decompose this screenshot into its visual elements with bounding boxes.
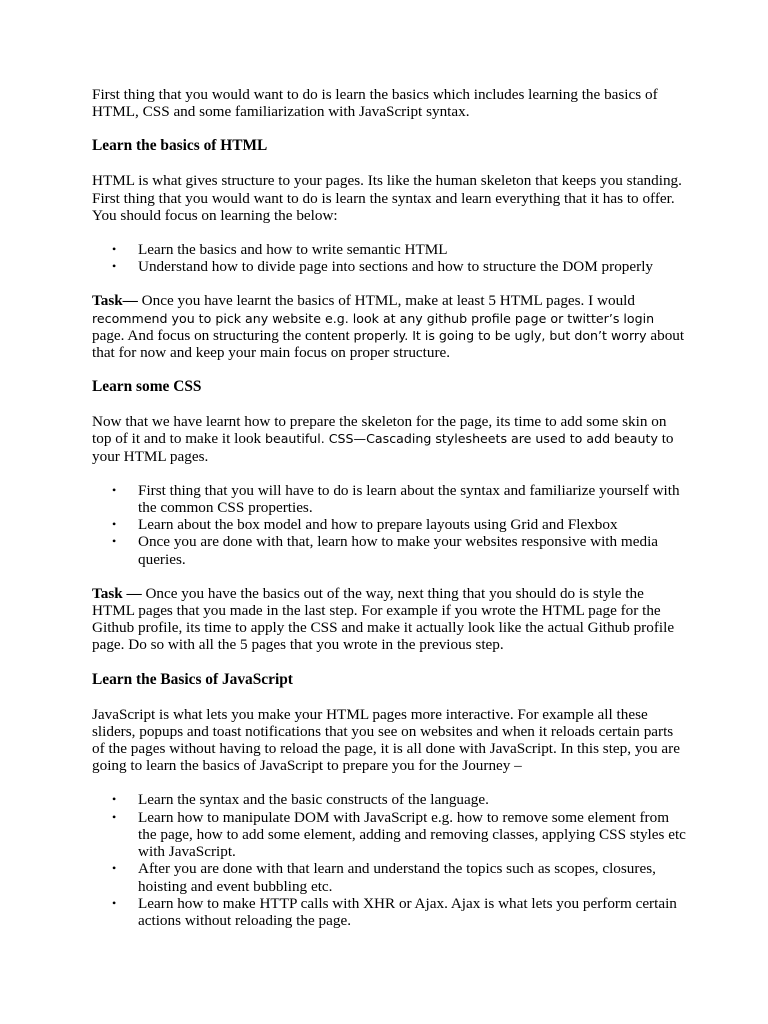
list-item: • Understand how to divide page into sections and how to structure the DOM properly <box>112 258 654 276</box>
list-item: • After you are done with that learn and understand the topics such as scopes, closures, hoisting and event bubbling etc. <box>112 860 656 895</box>
html-section-heading: Learn the basics of HTML <box>92 137 268 155</box>
bullet-icon: • <box>112 895 117 910</box>
bullet-icon: • <box>112 259 117 274</box>
list-item: • Learn how to make HTTP calls with XHR or Ajax. Ajax is what lets you perform certain actions without reloading the page. <box>112 894 677 929</box>
js-section-list <box>92 791 688 929</box>
list-item: • Once you are done with that, learn how to make your websites responsive with media queries. <box>112 533 659 568</box>
bullet-icon: • <box>112 517 117 532</box>
list-item: • Learn about the box model and how to prepare layouts using Grid and Flexbox <box>112 516 618 534</box>
bullet-icon: • <box>112 809 117 824</box>
list-item: • Learn the syntax and the basic constructs of the language. <box>112 791 489 809</box>
bullet-icon: • <box>112 242 117 257</box>
bullet-icon: • <box>112 792 117 807</box>
js-section-heading: Learn the Basics of JavaScript <box>92 670 293 688</box>
html-task-paragraph: Task— Once you have learnt the basics of HTML, make at least 5 HTML pages. I would recommend you to pick any website e.g. look at any github profile page or twitter’s login page. And focus on structuring the content properly. It is going to be ugly, but don’t worry about that for now and keep your main focus on proper structure. <box>92 292 685 362</box>
js-section-paragraph: JavaScript is what lets you make your HTML pages more interactive. For example all these sliders, popups and toast notifications that you see on websites and when it reloads certain parts of the pages without having to reload the page, it is all done with JavaScript. In this step, you are going to learn the basics of JavaScript to prepare you for the Journey – <box>92 705 680 775</box>
list-item: • Learn the basics and how to write semantic HTML <box>112 241 448 259</box>
task-label: Task— <box>92 292 138 310</box>
intro-paragraph: First thing that you would want to do is learn the basics which includes learning the basics of HTML, CSS and some familiarization with JavaScript syntax. <box>92 86 658 121</box>
bullet-icon: • <box>112 534 117 549</box>
bullet-icon: • <box>112 482 117 497</box>
bullet-icon: • <box>112 861 117 876</box>
task-label: Task — <box>92 584 142 602</box>
html-section-list <box>92 241 688 275</box>
css-section-paragraph: Now that we have learnt how to prepare the skeleton for the page, its time to add some skin on top of it and to make it look beautiful. CSS—Cascading stylesheets are used to add beauty to your HTML pages. <box>92 413 674 465</box>
css-section-list <box>92 482 688 568</box>
css-section-heading: Learn some CSS <box>92 378 202 396</box>
list-item: • First thing that you will have to do is learn about the syntax and familiarize yourself with the common CSS properties. <box>112 481 680 517</box>
list-item: • Learn how to manipulate DOM with JavaScript e.g. how to remove some element from the page, how to add some element, adding and removing classes, applying CSS styles etc with JavaScript. <box>112 808 686 861</box>
css-task-paragraph: Task — Once you have the basics out of the way, next thing that you should do is style the HTML pages that you made in the last step. For example if you wrote the HTML page for the Github profile, its time to apply the CSS and make it actually look like the actual Github profile page. Do so with all the 5 pages that you wrote in the previous step. <box>92 584 675 654</box>
html-section-paragraph: HTML is what gives structure to your pages. Its like the human skeleton that keeps you standing. First thing that you would want to do is learn the syntax and learn everything that it has to offer. You should focus on learning the below: <box>92 172 682 224</box>
